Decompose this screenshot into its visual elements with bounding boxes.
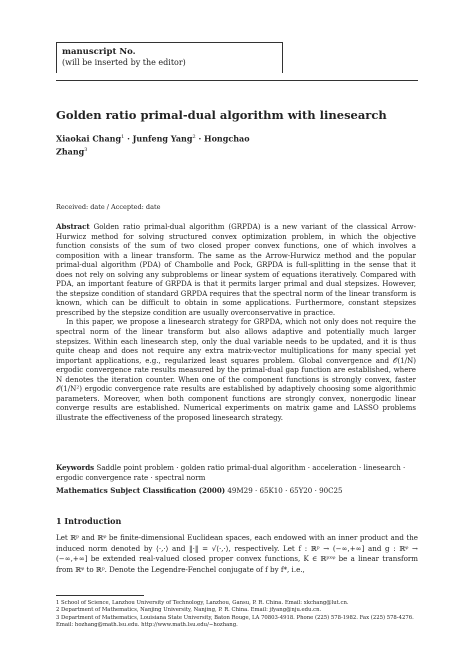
author-separator: ·	[124, 133, 133, 144]
footnote-2: 2 Department of Mathematics, Nanjing University, Nanjing, P. R. China. Email: jfyang@nju.edu.cn.	[56, 607, 322, 614]
msc-codes: 49M29 · 65K10 · 65Y20 · 90C25	[227, 486, 343, 495]
section-heading: 1 Introduction	[56, 516, 122, 526]
introduction-paragraph: Let ℝᵖ and ℝᵠ be finite-dimensional Euclidean spaces, each endowed with an inner product and the induced norm denoted by ⟨·,·⟩ and ‖·‖ = √⟨·,·⟩, respectively. Let f : ℝᵖ → (−∞,+∞] and g : ℝᵠ → (−∞,+∞] be extended real-valued closed proper convex functions, K ∈ ℝᵖˣᵠ be a linear transform from ℝᵠ to ℝᵖ. Denote the Legendre-Fenchel conjugate of f by f*, i.e.,	[56, 533, 418, 574]
manuscript-box	[56, 42, 283, 73]
paper-title: Golden ratio primal-dual algorithm with linesearch	[56, 108, 387, 122]
footnote-3: 3 Department of Mathematics, Louisiana State University, Baton Rouge, LA 70803-4918. Phone (225) 578-1982. Fax (225) 578-4276. Email: hozhang@math.lsu.edu. http://www.math.lsu.edu/∼hozhang.	[56, 614, 414, 628]
manuscript-number: manuscript No.	[62, 47, 136, 57]
introduction-text	[56, 533, 418, 575]
footnote-rule	[56, 595, 144, 596]
abstract-paragraph-1: Golden ratio primal-dual algorithm (GRPDA) is a new variant of the classical Arrow-Hurwicz method for solving structured convex optimization problem, in which the objective function consists of the sum of two closed proper convex functions, one of which involves a composition with a linear transform. The same as the Arrow-Hurwicz method and the popular primal-dual algorithm (PDA) of Chambolle and Pock, GRPDA is full-splitting in the sense that it does not rely on solving any subproblems or linear system of equations iteratively. Compared with PDA, an important feature of GRPDA is that it permits larger primal and dual stepsizes. However, the stepsize condition of standard GRPDA requires that the spectral norm of the linear transform is known, which can be difficult to obtain in some applications. Furthermore, constant stepsizes prescribed by the stepsize condition are usually overconservative in practice.	[56, 222, 416, 317]
author-list	[56, 132, 316, 157]
msc-classification	[56, 486, 343, 495]
author-name: Junfeng Yang	[132, 133, 193, 144]
keywords-text: Saddle point problem · golden ratio primal-dual algorithm · acceleration · linesearch · ergodic convergence rate · spectral norm	[56, 463, 406, 482]
abstract-paragraph-2: In this paper, we propose a linesearch strategy for GRPDA, which not only does not require the spectral norm of the linear transform but also allows adaptive and potentially much larger stepsizes. Within each linesearch step, only the dual variable needs to be updated, and it is thus quite cheap and does not require any extra matrix-vector multiplications for many special yet important applications, e.g., regularized least squares problem. Global convergence and 𝒪(1/N) ergodic convergence rate results measured by the primal-dual gap function are established, where N denotes the iteration counter. When one of the component functions is strongly convex, faster 𝒪(1/N²) ergodic convergence rate results are established by adaptively choosing some algorithmic parameters. Moreover, when both component functions are strongly convex, nonergodic linear converge results are established. Numerical experiments on matrix game and LASSO problems illustrate the effectiveness of the proposed linesearch strategy.	[56, 317, 416, 422]
affiliation-mark: 2	[192, 134, 196, 140]
author-name: Xiaokai Chang	[56, 133, 122, 144]
affiliation-mark: 1	[121, 134, 125, 140]
received-date: Received: date / Accepted: date	[56, 203, 161, 211]
affiliation-mark: 3	[84, 146, 88, 153]
abstract-label: Abstract	[56, 222, 90, 231]
header-rule	[56, 80, 418, 81]
author-name: Zhang	[56, 146, 85, 157]
msc-label: Mathematics Subject Classification (2000)	[56, 486, 226, 495]
keywords	[56, 463, 416, 482]
keywords-label: Keywords	[56, 463, 95, 472]
author-separator: · Hongchao	[195, 133, 250, 144]
abstract	[56, 222, 416, 422]
footnote-1: 1 School of Science, Lanzhou University of Technology, Lanzhou, Gansu, P. R. China. Email: xkchang@lut.cn.	[56, 600, 349, 606]
footnotes	[56, 600, 418, 629]
editor-note: (will be inserted by the editor)	[62, 58, 186, 67]
